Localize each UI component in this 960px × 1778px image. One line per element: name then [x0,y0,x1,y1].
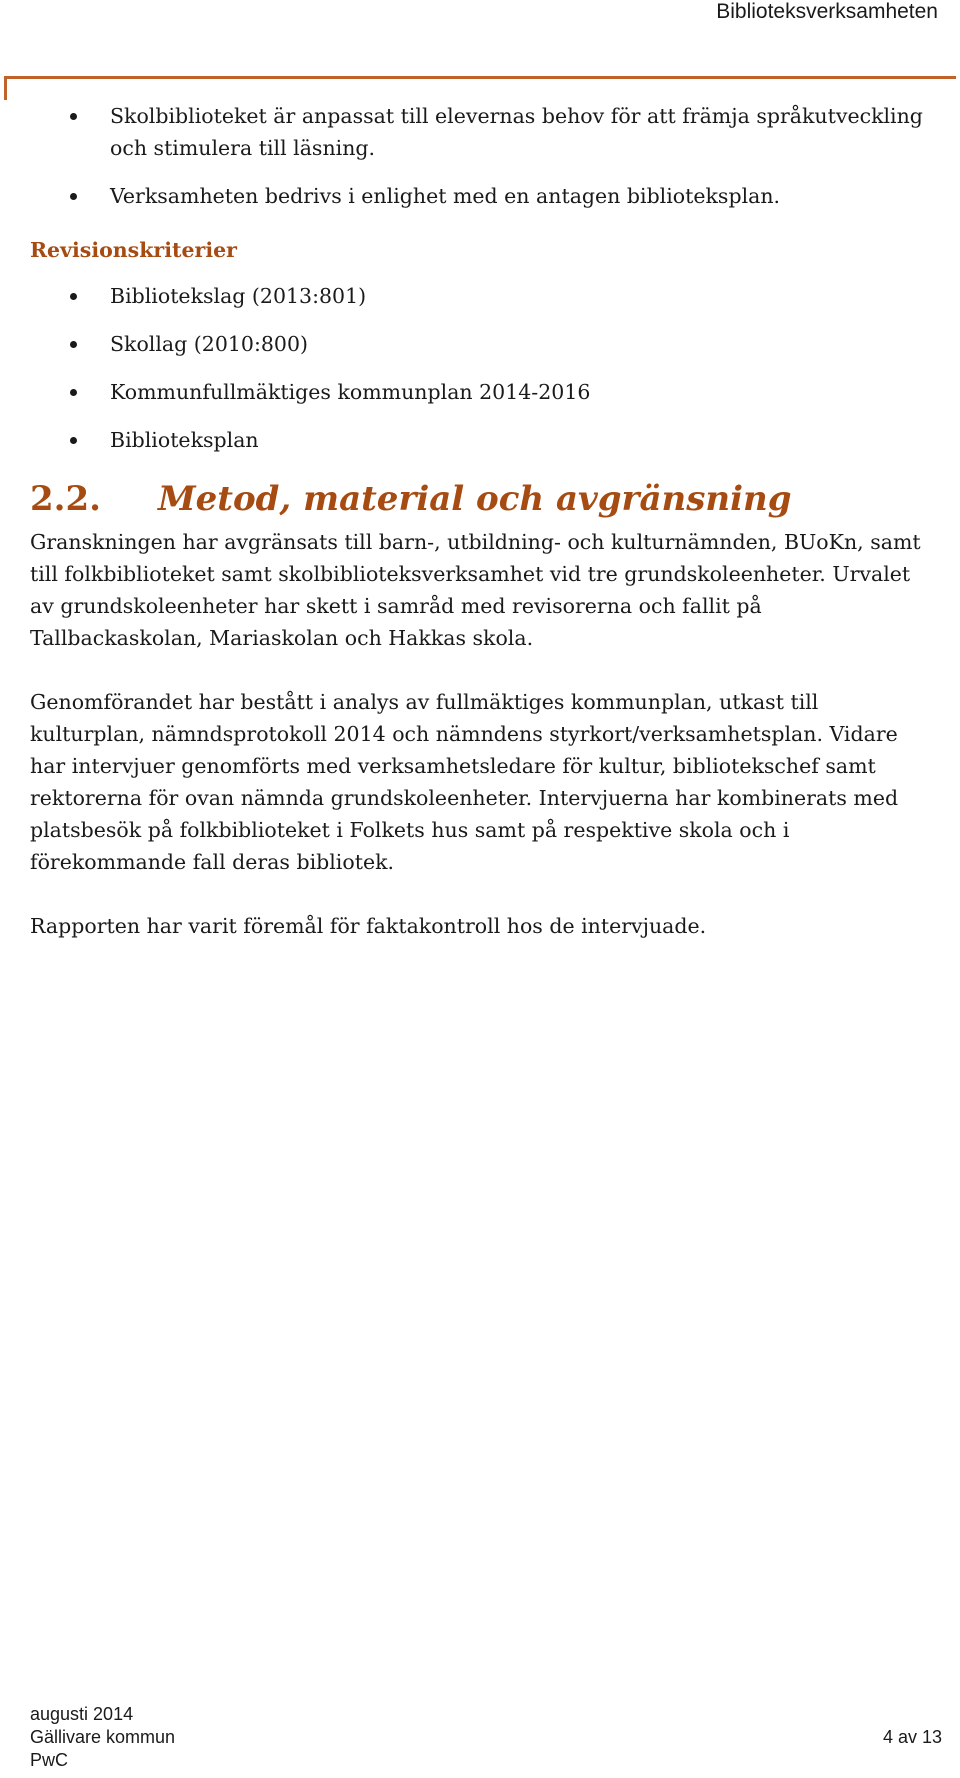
bullet-icon [70,341,77,348]
page-body [30,100,930,942]
paragraph: Granskningen har avgränsats till barn-, utbildning- och kulturnämnden, BUoKn, samt till folkbiblioteket samt skolbiblioteksverksamhet vid tre grundskoleenheter. Urvalet av grundskoleenheter har skett i samråd med revisorerna och fallit på Tallbackaskolan, Mariaskolan och Hakkas skola. [30,530,921,650]
section-number: 2.2. [30,479,101,519]
header-rule-tick [4,76,7,100]
paragraph: Genomförandet har bestått i analys av fullmäktiges kommunplan, utkast till kulturplan, nämndsprotokoll 2014 och nämndens styrkort/verksamhetsplan. Vidare har intervjuer genomförts med verksamhetsledare för kultur, bibliotekschef samt rektorerna för ovan nämnda grundskoleenheter. Intervjuerna har kombinerats med platsbesök på folkbiblioteket i Folkets hus samt på respektive skola och i förekommande fall deras bibliotek. [30,690,899,874]
page-number: 4 av 13 [882,1727,942,1747]
footer-organization: Gällivare kommun [30,1727,176,1747]
bullet-text: Skolbiblioteket är anpassat till elevernas behov för att främja språkutveckling och stimulera till läsning. [110,104,923,160]
list-item [30,180,930,212]
objective-bullet-list [30,100,930,212]
section-heading [30,476,930,522]
list-item [30,280,930,312]
bullet-text: Verksamheten bedrivs i enlighet med en antagen biblioteksplan. [110,184,781,208]
bullet-text: Kommunfullmäktiges kommunplan 2014-2016 [110,380,591,404]
footer-row [30,1726,942,1749]
list-item [30,100,930,164]
revision-criteria-heading: Revisionskriterier [30,238,237,262]
list-item [30,424,930,456]
revision-criteria-list [30,280,930,456]
bullet-text: Biblioteksplan [110,428,259,452]
bullet-icon [70,389,77,396]
bullet-icon [70,437,77,444]
bullet-icon [70,193,77,200]
paragraph: Rapporten har varit föremål för faktakontroll hos de intervjuade. [30,914,707,938]
list-item [30,376,930,408]
footer-company: PwC [30,1750,69,1770]
bullet-text: Bibliotekslag (2013:801) [110,284,367,308]
footer-date: augusti 2014 [30,1704,134,1724]
running-header-title: Biblioteksverksamheten [716,0,938,23]
bullet-text: Skollag (2010:800) [110,332,308,356]
list-item [30,328,930,360]
bullet-icon [70,293,77,300]
header-rule [4,76,956,79]
page-footer [30,1703,942,1772]
bullet-icon [70,113,77,120]
section-title: Metod, material och avgränsning [158,479,792,519]
